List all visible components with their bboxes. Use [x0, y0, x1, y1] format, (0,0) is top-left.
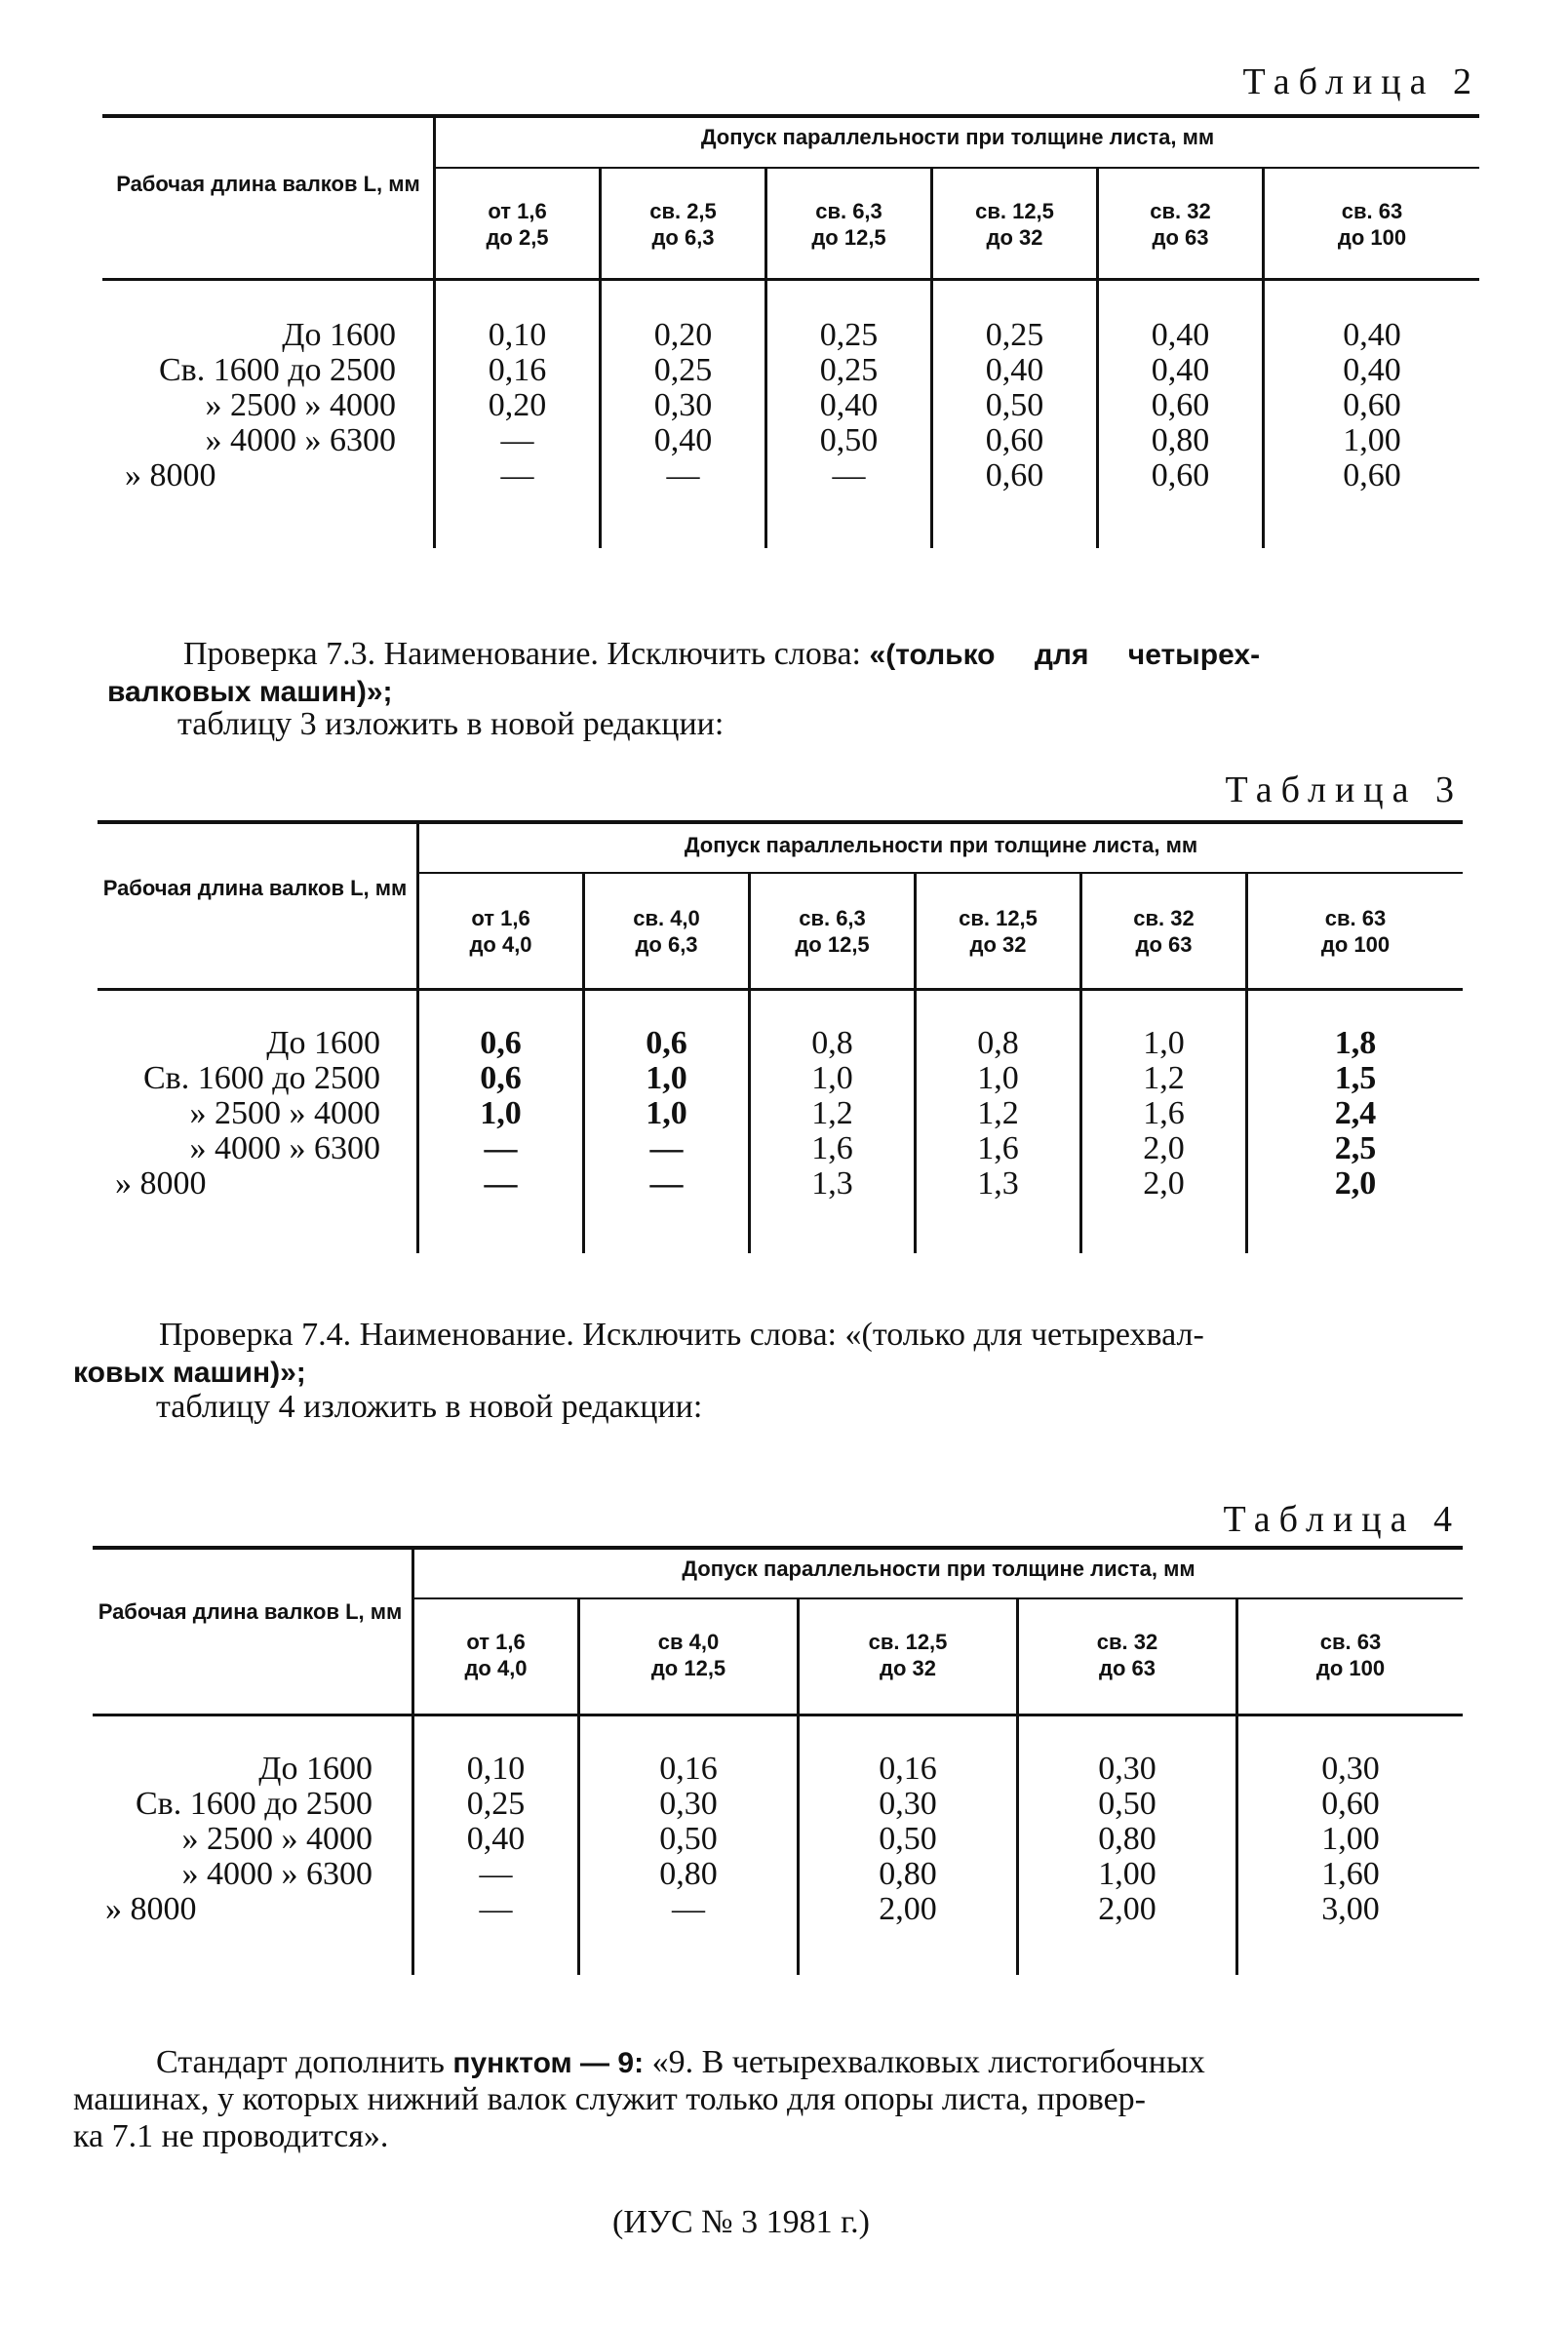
- table3-cell: 1,2: [811, 1095, 853, 1131]
- table3-cell: 1,3: [977, 1165, 1019, 1202]
- table3-cell: 2,0: [1143, 1130, 1185, 1166]
- table4-row-label: » 4000 » 6300: [181, 1856, 372, 1892]
- table2-row-label: До 1600: [282, 317, 396, 353]
- clause-9-number: пунктом — 9:: [452, 2047, 645, 2079]
- table3-cell: 1,2: [977, 1095, 1019, 1131]
- table4-cell: 0,16: [879, 1751, 937, 1787]
- table3-cell: 1,6: [811, 1130, 853, 1166]
- table4-row-label: » 2500 » 4000: [181, 1821, 372, 1857]
- table3-cell: 1,0: [480, 1095, 522, 1131]
- table4-row-label: » 8000: [105, 1891, 197, 1927]
- table2-cell: 0,40: [653, 422, 713, 458]
- table4-cell: 1,00: [1321, 1821, 1380, 1857]
- check-7-3-quote-end: валковых машин)»;: [107, 676, 393, 708]
- table3-left-header: Рабочая длина валков L, мм: [102, 876, 408, 900]
- check-7-3-paragraph: [183, 636, 1480, 674]
- table2-cell: 0,50: [819, 422, 879, 458]
- table2-cell: 0,60: [1151, 457, 1210, 493]
- table4-main-header: Допуск параллельности при толщине листа, мм: [682, 1557, 1196, 1581]
- table3-cell: 1,8: [1334, 1025, 1377, 1061]
- table3-cell: 2,0: [1334, 1165, 1377, 1202]
- table3-cell: 1,3: [811, 1165, 853, 1202]
- table3-cell: —: [649, 1130, 684, 1166]
- table3-cell: 1,6: [1143, 1095, 1185, 1131]
- table4-cell: —: [479, 1856, 513, 1892]
- table2-cell: 0,50: [985, 387, 1044, 423]
- table2-cell: 0,80: [1151, 422, 1210, 458]
- publication-footer: (ИУС № 3 1981 г.): [612, 2204, 870, 2240]
- table2-col-header: от 1,6 до 2,5: [486, 199, 549, 250]
- table3-cell: 2,4: [1334, 1095, 1377, 1131]
- table3-row-label: До 1600: [266, 1025, 380, 1061]
- table4-cell: 0,30: [659, 1786, 718, 1822]
- table4-cell: 0,10: [466, 1751, 526, 1787]
- table4-cell: 2,00: [1098, 1891, 1156, 1927]
- table4-cell: —: [672, 1891, 705, 1927]
- table2-cell: —: [500, 422, 534, 458]
- table2-cell: 0,40: [985, 352, 1044, 388]
- table2-cell: 0,16: [488, 352, 547, 388]
- table2-row-label: » 4000 » 6300: [205, 422, 396, 458]
- table3-cell: 1,0: [1143, 1025, 1185, 1061]
- table4-left-header: Рабочая длина валков L, мм: [98, 1599, 403, 1624]
- table2-cell: 1,00: [1343, 422, 1401, 458]
- table3-cell: 0,8: [811, 1025, 853, 1061]
- table2-cell: 0,40: [1343, 317, 1401, 353]
- table4-col-header: св 4,0 до 12,5: [650, 1630, 726, 1680]
- table2-cell: 0,30: [653, 387, 713, 423]
- clause-9-paragraph: [156, 2044, 1463, 2082]
- table2-col-header: св. 2,5 до 6,3: [649, 199, 717, 250]
- table2-cell: 0,25: [819, 317, 879, 353]
- table2-col-header: св. 6,3 до 12,5: [811, 199, 886, 250]
- table3-cell: 1,0: [811, 1060, 853, 1096]
- table4-cell: 0,80: [1098, 1821, 1156, 1857]
- check-7-3-quote: «(только для четырех-: [869, 639, 1261, 671]
- table3-cell: 0,6: [480, 1060, 522, 1096]
- table3-caption: Таблица 3: [1225, 769, 1463, 810]
- table3-main-header: Допуск параллельности при толщине листа, мм: [684, 833, 1198, 857]
- table3-cell: —: [484, 1130, 518, 1166]
- table4-row-label: До 1600: [258, 1751, 372, 1787]
- table2-caption: Таблица 2: [1242, 61, 1480, 102]
- table4-cell: 0,25: [466, 1786, 526, 1822]
- table3-cell: 2,5: [1334, 1130, 1377, 1166]
- table3-cell: 1,0: [977, 1060, 1019, 1096]
- table2-cell: 0,60: [1343, 457, 1401, 493]
- table4-cell: 0,50: [879, 1821, 937, 1857]
- table2-main-header: Допуск параллельности при толщине листа, мм: [700, 125, 1215, 149]
- table3-col-header: св. 4,0 до 6,3: [633, 906, 700, 957]
- table2-cell: 0,25: [653, 352, 713, 388]
- table2-cell: 0,20: [653, 317, 713, 353]
- table4-cell: 0,50: [659, 1821, 718, 1857]
- table3-col-header: св. 32 до 63: [1133, 906, 1195, 957]
- table2-cell: 0,60: [1151, 387, 1210, 423]
- table2-cell: 0,40: [1343, 352, 1401, 388]
- table3-col-header: св. 63 до 100: [1320, 906, 1391, 957]
- clause-9-text-line2: машинах, у которых нижний валок служит только для опоры листа, провер-: [73, 2081, 1146, 2117]
- table4-col-header: св. 32 до 63: [1096, 1630, 1158, 1680]
- check-7-4-quote-end: ковых машин)»;: [73, 1357, 306, 1389]
- table4-cell: 0,30: [879, 1786, 937, 1822]
- table3-col-header: св. 12,5 до 32: [959, 906, 1038, 957]
- table4-col-header: от 1,6 до 4,0: [464, 1630, 528, 1680]
- table2-left-header: Рабочая длина валков L, мм: [116, 172, 420, 196]
- table4-cell: 0,50: [1098, 1786, 1156, 1822]
- check-7-3-text: Проверка 7.3. Наименование. Исключить слова:: [183, 636, 862, 672]
- table2-cell: 0,40: [1151, 317, 1210, 353]
- table3-cell: 2,0: [1143, 1165, 1185, 1202]
- table3-cell: 1,0: [646, 1060, 687, 1096]
- table3-cell: 1,2: [1143, 1060, 1185, 1096]
- table2-col-header: св. 63 до 100: [1337, 199, 1407, 250]
- check-7-4-table-note: таблицу 4 изложить в новой редакции:: [156, 1389, 703, 1425]
- table4-cell: 3,00: [1321, 1891, 1380, 1927]
- table3-row-label: » 2500 » 4000: [189, 1095, 380, 1131]
- table4-cell: 0,40: [466, 1821, 526, 1857]
- table2-col-header: св. 32 до 63: [1150, 199, 1211, 250]
- table3-cell: —: [649, 1165, 684, 1202]
- table2-cell: 0,25: [819, 352, 879, 388]
- table3-col-header: от 1,6 до 4,0: [469, 906, 532, 957]
- table3-cell: 1,5: [1334, 1060, 1377, 1096]
- table4-cell: 2,00: [879, 1891, 937, 1927]
- clause-9-text: Стандарт дополнить: [156, 2044, 445, 2080]
- table2-cell: 0,40: [819, 387, 879, 423]
- table2-row-label: » 2500 » 4000: [205, 387, 396, 423]
- check-7-4-text: Проверка 7.4. Наименование. Исключить слова: «(только для четырехвал-: [159, 1317, 1204, 1353]
- table2-cell: 0,60: [985, 422, 1044, 458]
- table3-cell: 1,6: [977, 1130, 1019, 1166]
- check-7-3-table-note: таблицу 3 изложить в новой редакции:: [177, 706, 725, 742]
- table2-cell: 0,25: [985, 317, 1044, 353]
- table4-cell: 0,80: [659, 1856, 718, 1892]
- clause-9-quote: «9. В четырехвалковых листогибочных: [651, 2044, 1205, 2080]
- table2-col-header: св. 12,5 до 32: [975, 199, 1054, 250]
- table2-cell: 0,10: [488, 317, 547, 353]
- table2-cell: 0,60: [1343, 387, 1401, 423]
- table2-cell: —: [500, 457, 534, 493]
- table4-cell: 0,30: [1098, 1751, 1156, 1787]
- table4-cell: 0,60: [1321, 1786, 1380, 1822]
- table2-cell: 0,40: [1151, 352, 1210, 388]
- table2-row-label: Св. 1600 до 2500: [158, 352, 396, 388]
- table3-cell: 1,0: [646, 1095, 687, 1131]
- table3-row-label: » 4000 » 6300: [189, 1130, 380, 1166]
- table4-col-header: св. 63 до 100: [1315, 1630, 1386, 1680]
- table3-cell: 0,6: [480, 1025, 522, 1061]
- table3-cell: 0,6: [646, 1025, 687, 1061]
- clause-9-text-line3: ка 7.1 не проводится».: [73, 2118, 389, 2154]
- table3-row-label: » 8000: [115, 1165, 207, 1202]
- table4-cell: 0,80: [879, 1856, 937, 1892]
- table4-caption: Таблица 4: [1223, 1499, 1461, 1540]
- table4-col-header: св. 12,5 до 32: [868, 1630, 948, 1680]
- table2-cell: 0,60: [985, 457, 1044, 493]
- table4-cell: 0,16: [659, 1751, 718, 1787]
- table4-row-label: Св. 1600 до 2500: [135, 1786, 372, 1822]
- table2-cell: —: [666, 457, 700, 493]
- table2-cell: 0,20: [488, 387, 547, 423]
- table3-col-header: св. 6,3 до 12,5: [795, 906, 870, 957]
- table3-cell: 0,8: [977, 1025, 1019, 1061]
- table4-cell: —: [479, 1891, 513, 1927]
- table3-cell: —: [484, 1165, 518, 1202]
- table4-cell: 1,60: [1321, 1856, 1380, 1892]
- table2-row-label: » 8000: [125, 457, 216, 493]
- table3-row-label: Св. 1600 до 2500: [142, 1060, 380, 1096]
- table2-cell: —: [832, 457, 866, 493]
- table4-cell: 0,30: [1321, 1751, 1380, 1787]
- table4-cell: 1,00: [1098, 1856, 1156, 1892]
